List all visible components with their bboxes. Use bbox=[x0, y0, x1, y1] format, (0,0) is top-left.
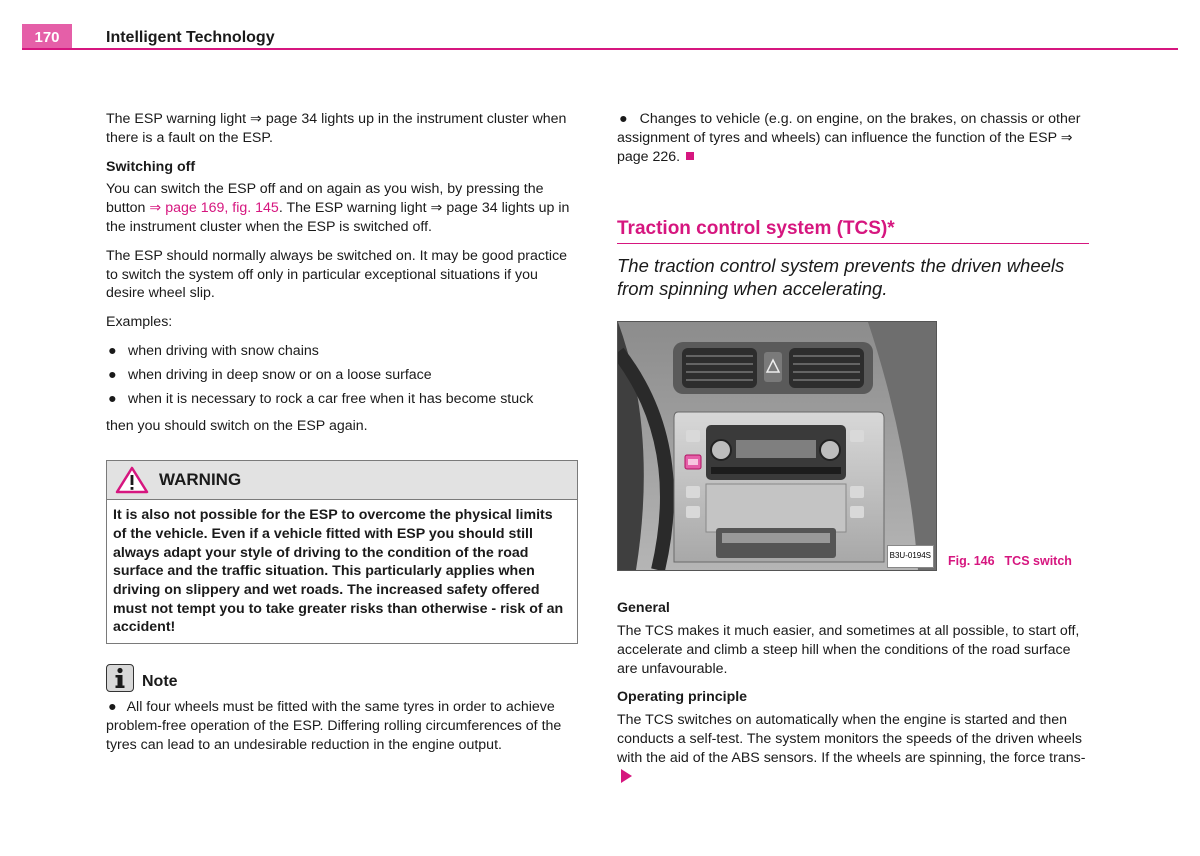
bullet-icon: ● bbox=[108, 342, 117, 359]
continue-arrow-icon bbox=[621, 769, 632, 783]
switching-paragraph-1 bbox=[106, 180, 578, 236]
list-item bbox=[106, 366, 578, 385]
right-column bbox=[617, 110, 1089, 796]
note-header bbox=[106, 664, 578, 692]
bullet-icon: ● bbox=[108, 699, 117, 716]
changes-text: Changes to vehicle (e.g. on engine, on the brakes, on chassis or other assignment of tyres and wheels) can influence the function of the ESP ⇒ page 226. bbox=[617, 111, 1081, 165]
bullet-icon: ● bbox=[108, 390, 117, 407]
general-heading: General bbox=[617, 600, 670, 617]
left-column bbox=[106, 110, 578, 764]
figure bbox=[617, 321, 1089, 571]
list-item bbox=[106, 342, 578, 361]
note-text: All four wheels must be fitted with the same tyres in order to achieve problem-free operation of the ESP. Differing rolling circumferences of the tyres can lead to an undesirable reduction in the engine output. bbox=[106, 699, 562, 753]
end-square-icon bbox=[686, 152, 694, 160]
figure-caption bbox=[948, 552, 1072, 571]
examples-label: Examples: bbox=[106, 314, 173, 331]
header-rule bbox=[22, 48, 1178, 50]
warning-box bbox=[106, 460, 578, 644]
figure-number: Fig. 146 bbox=[948, 554, 995, 569]
switching-text-a: You can switch the ESP off and on again as you wish, by pressing the button bbox=[106, 181, 544, 217]
figure-image bbox=[617, 321, 937, 571]
note-paragraph bbox=[106, 698, 578, 754]
operating-heading: Operating principle bbox=[617, 689, 748, 706]
example-text: when driving with snow chains bbox=[128, 342, 319, 359]
switching-off-heading: Switching off bbox=[106, 158, 196, 175]
then-paragraph: then you should switch on the ESP again. bbox=[106, 418, 368, 435]
figure-title: TCS switch bbox=[1004, 554, 1072, 569]
example-text: when driving in deep snow or on a loose surface bbox=[128, 366, 432, 383]
warning-triangle-icon bbox=[115, 466, 149, 494]
intro-paragraph: The ESP warning light ⇒ page 34 lights up in the instrument cluster when there is a fault on the ESP. bbox=[106, 111, 567, 146]
changes-paragraph bbox=[617, 110, 1089, 166]
page-number: 170 bbox=[22, 24, 72, 50]
bullet-icon: ● bbox=[108, 366, 117, 383]
operating-paragraph bbox=[617, 711, 1089, 786]
warning-header bbox=[107, 461, 577, 500]
section-title: Traction control system (TCS)* bbox=[617, 220, 1089, 244]
note-title: Note bbox=[142, 673, 178, 691]
general-paragraph: The TCS makes it much easier, and sometimes at all possible, to start off, accelerate and climb a steep hill when the conditions of the road surface are unfavourable. bbox=[617, 622, 1080, 677]
switching-paragraph-2: The ESP should normally always be switched on. It may be good practice to switch the system off only in particular exceptional situations if you desire wheel slip. bbox=[106, 247, 568, 302]
example-text: when it is necessary to rock a car free when it has become stuck bbox=[128, 390, 534, 407]
chapter-title: Intelligent Technology bbox=[106, 29, 275, 46]
warning-text: It is also not possible for the ESP to overcome the physical limits of the vehicle. Even if a vehicle fitted with ESP you should still always adapt your style of driving to the condition of the road surface and the traffic situation. This particularly applies when driving on slippery and wet roads. The increased safety offered must not tempt you to take greater risks than otherwise - risk of an accident! bbox=[113, 507, 564, 636]
operating-text: The TCS switches on automatically when the engine is started and then conducts a self-test. The system monitors the speeds of the driven wheels with the aid of the ABS sensors. If the wheels are spinning, the force trans- bbox=[617, 712, 1086, 766]
bullet-icon: ● bbox=[619, 111, 628, 127]
lead-paragraph: The traction control system prevents the driven wheels from spinning when accelerating. bbox=[617, 255, 1065, 300]
switching-text-b: . The ESP warning light ⇒ page 34 lights up in the instrument cluster when the ESP is switched off. bbox=[106, 200, 570, 235]
figure-code: B3U-0194S bbox=[887, 545, 934, 568]
page-169-link[interactable]: ⇒ page 169, fig. 145 bbox=[149, 200, 279, 217]
dashboard-illustration bbox=[618, 322, 936, 570]
list-item bbox=[106, 390, 578, 409]
warning-title: WARNING bbox=[159, 469, 242, 489]
note-info-icon bbox=[106, 664, 134, 692]
